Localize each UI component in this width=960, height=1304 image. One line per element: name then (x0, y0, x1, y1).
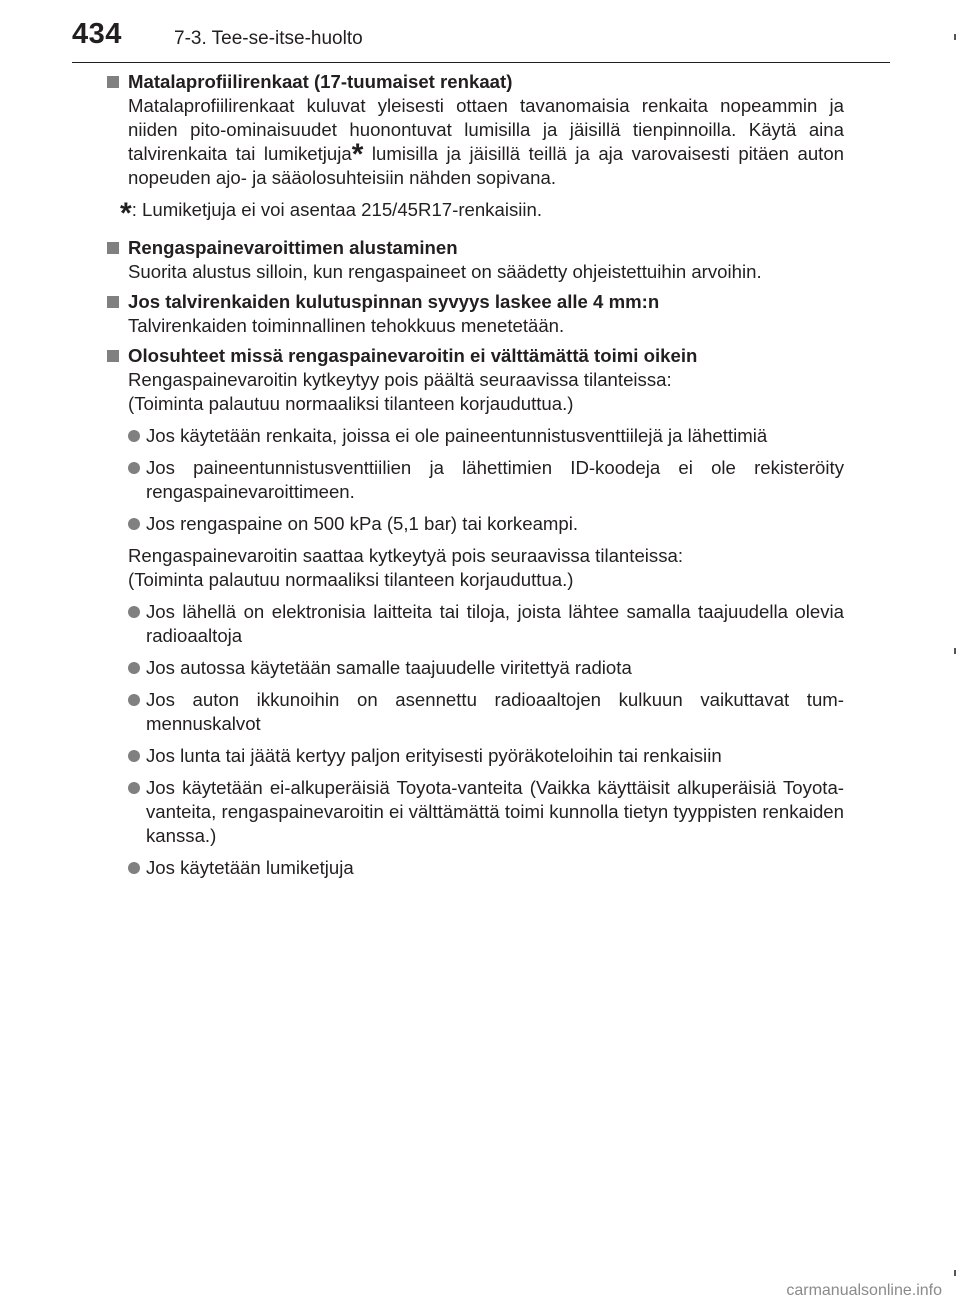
list-item: Jos auton ikkunoihin on asennettu radioaaltojen kulkuun vaikuttavat tum-mennuskalvot (128, 688, 844, 736)
section-heading: Rengaspainevaroittimen alustaminen (106, 236, 844, 260)
footnote: *: Lumiketjuja ei voi asentaa 215/45R17-renkaisiin. (120, 197, 543, 230)
round-bullet-icon (128, 606, 140, 618)
list-item: Jos käytetään lumiketjuja (128, 856, 844, 880)
section-paragraph: Rengaspainevaroitin kytkeytyy pois päältä seuraavissa tilanteissa: (Toiminta palautuu normaaliksi tilanteen korjauduttua.) (128, 369, 672, 414)
round-bullet-icon (128, 518, 140, 530)
list-item: Jos käytetään renkaita, joissa ei ole paineentunnistusventtiilejä ja lähettimiä (128, 424, 844, 448)
chapter-title: 7-3. Tee-se-itse-huolto (174, 28, 363, 49)
round-bullet-icon (128, 662, 140, 674)
section-heading: Olosuhteet missä rengaspainevaroitin ei välttämättä toimi oikein (106, 344, 844, 368)
list-item: Jos lunta tai jäätä kertyy paljon erityisesti pyöräkoteloihin tai renkaisiin (128, 744, 844, 768)
square-bullet-icon (107, 350, 119, 362)
footnote-star: * (351, 138, 364, 171)
section-paragraph: Rengaspainevaroitin saattaa kytkeytyä pois seuraavissa tilanteissa: (Toiminta palautuu normaaliksi tilanteen korjauduttua.) (128, 545, 684, 590)
header-rule (72, 62, 890, 63)
list-item: Jos käytetään ei-alkuperäisiä Toyota-vanteita (Vaikka käyttäisit alkuperäisiä Toyota-vanteita, rengaspainevaroitin ei välttämättä toimi kunnolla tietyn tyyppisten renkaiden kanssa.) (128, 776, 844, 848)
list-item: Jos paineentunnistusventtiilien ja lähettimien ID-koodeja ei ole rekisteröity rengaspainevaroittimeen. (128, 456, 844, 504)
margin-tick (954, 1270, 956, 1276)
page-number: 434 (72, 18, 122, 50)
bullet-list (106, 600, 844, 880)
list-item: Jos lähellä on elektronisia laitteita tai tiloja, joista lähtee samalla taajuudella olevia radioaaltoja (128, 600, 844, 648)
margin-tick (954, 34, 956, 40)
round-bullet-icon (128, 750, 140, 762)
section-heading: Jos talvirenkaiden kulutuspinnan syvyys laskee alle 4 mm:n (106, 290, 844, 314)
page-content (106, 70, 844, 888)
square-bullet-icon (107, 242, 119, 254)
footnote-star: * (120, 197, 132, 230)
list-item: Jos rengaspaine on 500 kPa (5,1 bar) tai korkeampi. (128, 512, 844, 536)
square-bullet-icon (107, 76, 119, 88)
watermark: carmanualsonline.info (786, 1282, 942, 1299)
section-paragraph: Talvirenkaiden toiminnallinen tehokkuus menetetään. (128, 315, 565, 336)
square-bullet-icon (107, 296, 119, 308)
round-bullet-icon (128, 694, 140, 706)
round-bullet-icon (128, 462, 140, 474)
section-tpws-conditions (106, 344, 844, 880)
section-paragraph: Matalaprofiilirenkaat kuluvat yleisesti ottaen tavanomaisia renkaita nopeammin ja niiden pito-ominaisuudet huonontuvat lumisilla ja jäisillä tienpinnoilla. Käytä aina talvirenkaita tai lumiketjuja* lumisilla ja jäisillä teillä ja aja varovaisesti pitäen auton nopeuden ajo- ja sääolosuhteisiin nähden sopivana. (128, 95, 845, 188)
section-heading: Matalaprofiilirenkaat (17-tuumaiset renkaat) (106, 70, 844, 94)
list-item: Jos autossa käytetään samalle taajuudelle viritettyä radiota (128, 656, 844, 680)
section-winter-tire-depth (106, 290, 844, 338)
round-bullet-icon (128, 862, 140, 874)
bullet-list (106, 424, 844, 536)
round-bullet-icon (128, 782, 140, 794)
section-tpws-initialization (106, 236, 844, 284)
section-low-profile-tires (106, 70, 845, 230)
section-paragraph: Suorita alustus silloin, kun rengaspaineet on säädetty ohjeistettuihin arvoihin. (128, 261, 762, 282)
margin-tick (954, 648, 956, 654)
round-bullet-icon (128, 430, 140, 442)
